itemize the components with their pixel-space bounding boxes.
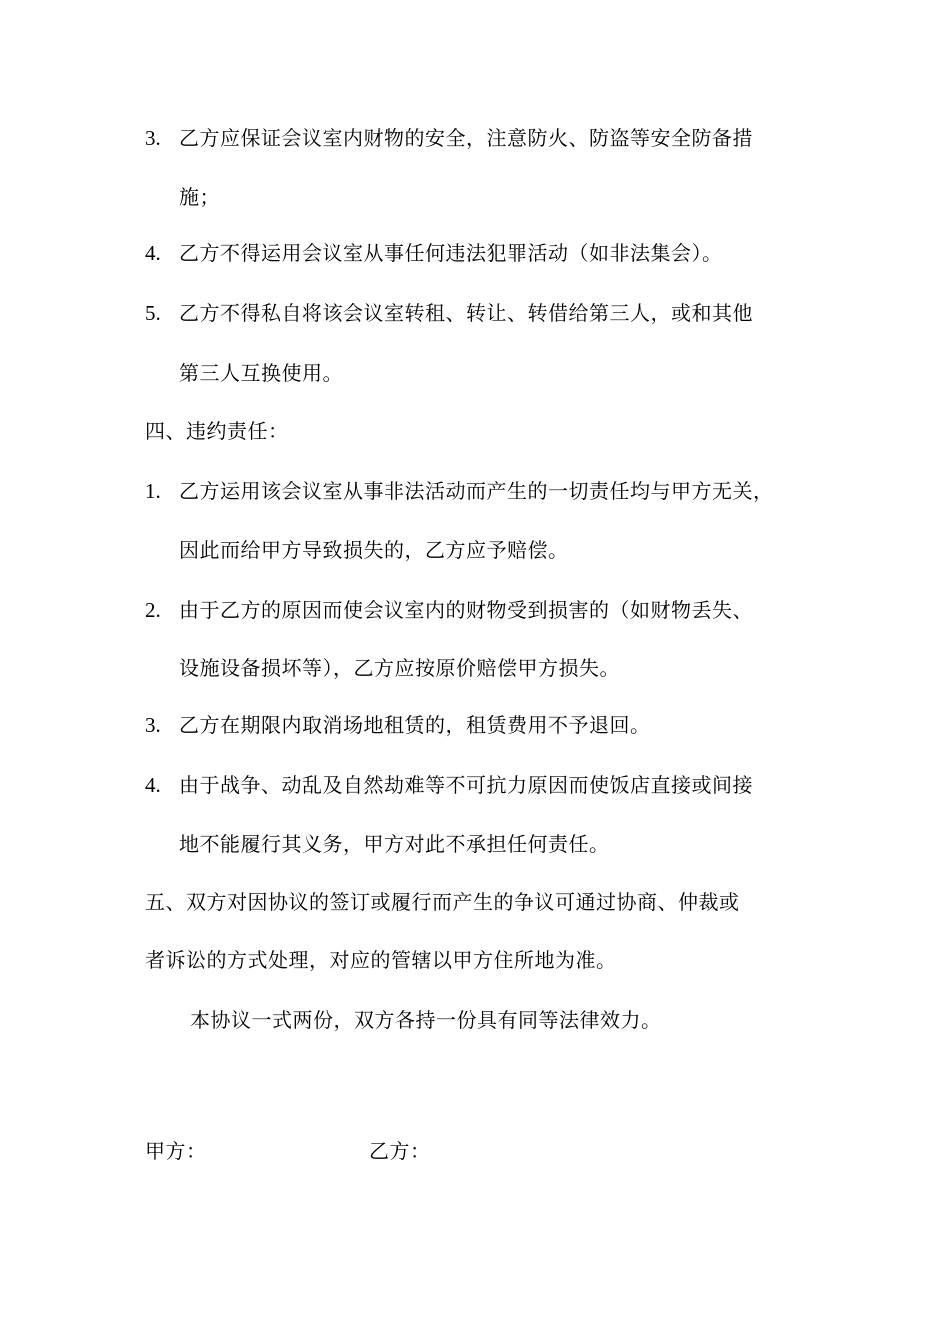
list-item-number: 3.	[145, 126, 161, 150]
section-heading: 四、违约责任：	[145, 419, 289, 443]
list-item-text: 乙方不得运用会议室从事任何违法犯罪活动（如非法集会）。	[179, 241, 723, 265]
list-item-number: 1.	[145, 479, 161, 503]
section-paragraph: 五、双方对因协议的签订或履行而产生的争议可通过协商、仲裁或	[145, 890, 740, 914]
list-item-text: 由于乙方的原因而使会议室内的财物受到损害的（如财物丢失、	[179, 598, 753, 622]
list-item-number: 3.	[145, 713, 161, 737]
list-item-text: 乙方在期限内取消场地租赁的，租赁费用不予退回。	[179, 713, 651, 737]
list-item-number: 2.	[145, 598, 161, 622]
list-item-number: 4.	[145, 241, 161, 265]
party-b-label: 乙方：	[369, 1139, 431, 1163]
list-item-text-continued: 设施设备损坏等），乙方应按原价赔偿甲方损失。	[179, 656, 620, 680]
list-item-number: 5.	[145, 301, 161, 325]
list-item-text-continued: 施；	[179, 185, 220, 209]
list-item-text-continued: 因此而给甲方导致损失的，乙方应予赔偿。	[179, 538, 569, 562]
list-item-number: 4.	[145, 773, 161, 797]
list-item-text-continued: 第三人互换使用。	[179, 361, 343, 385]
list-item-text: 乙方应保证会议室内财物的安全，注意防火、防盗等安全防备措	[179, 126, 753, 150]
list-item-text-continued: 地不能履行其义务，甲方对此不承担任何责任。	[179, 832, 610, 856]
section-paragraph-continued: 者诉讼的方式处理，对应的管辖以甲方住所地为准。	[145, 948, 617, 972]
list-item-text: 乙方运用该会议室从事非法活动而产生的一切责任均与甲方无关，	[179, 479, 774, 503]
list-item-text: 由于战争、动乱及自然劫难等不可抗力原因而使饭店直接或间接	[179, 773, 753, 797]
closing-statement: 本协议一式两份，双方各持一份具有同等法律效力。	[190, 1008, 662, 1032]
party-a-label: 甲方：	[145, 1139, 207, 1163]
list-item-text: 乙方不得私自将该会议室转租、转让、转借给第三人，或和其他	[179, 301, 753, 325]
